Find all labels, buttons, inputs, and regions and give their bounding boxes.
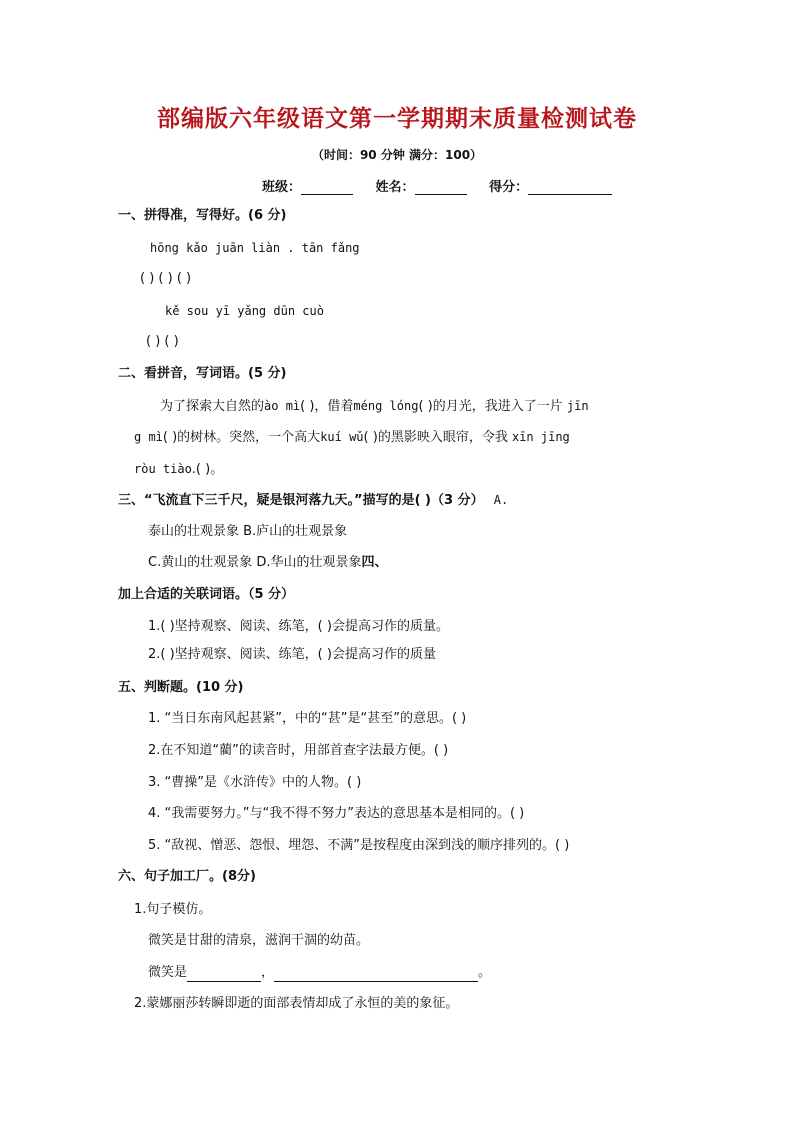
- section2-line3: [134, 460, 223, 479]
- section4-item2[interactable]: 2.( )坚持观察、阅读、练笔，( )会提高习作的质量: [148, 647, 436, 662]
- answer-bracket[interactable]: ( )，借着: [300, 399, 354, 414]
- pinyin: jīn: [566, 399, 589, 413]
- section1-brackets-row2[interactable]: ( ) ( ): [146, 334, 179, 349]
- name-blank[interactable]: [415, 182, 467, 195]
- section3-line1: [118, 491, 508, 510]
- pinyin: g mì: [134, 430, 163, 444]
- imitate-comma: ，: [261, 965, 275, 980]
- section4-item1[interactable]: 1.( )坚持观察、阅读、练笔，( )会提高习作的质量。: [148, 619, 449, 634]
- section5-heading: 五、判断题。(10 分): [118, 680, 244, 695]
- student-info-line: [262, 176, 612, 195]
- exam-subtitle: （时间：90 分钟 满分：100）: [311, 148, 483, 162]
- score-blank[interactable]: [528, 182, 612, 195]
- section6-example: 微笑是甘甜的清泉，滋润干涸的幼苗。: [148, 933, 370, 948]
- judgment-item-5[interactable]: 5. “敌视、憎恶、怨恨、埋怨、不满”是按程度由深到浅的顺序排列的。( ): [148, 838, 570, 853]
- pinyin: kuí wǔ: [320, 430, 364, 444]
- section3-options-line2: [148, 554, 388, 572]
- class-blank[interactable]: [301, 182, 353, 195]
- pinyin: ào mì: [264, 399, 301, 413]
- imitate-blank-2[interactable]: [274, 969, 478, 982]
- pinyin: ròu tiào: [134, 462, 192, 476]
- section3-heading: 三、“飞流直下三千尺，疑是银河落九天。”描写的是( )（3 分）: [118, 493, 484, 508]
- score-label: 得分：: [489, 180, 529, 195]
- section1-heading: 一、拼得准，写得好。(6 分): [118, 208, 287, 223]
- answer-bracket[interactable]: ( )的树林。突然，一个高大: [162, 430, 321, 445]
- section6-item1: 1.句子模仿。: [134, 902, 212, 917]
- class-label: 班级：: [262, 180, 302, 195]
- section3-options-line1: 泰山的壮观景象 B.庐山的壮观景象: [148, 524, 348, 539]
- section6-heading: 六、句子加工厂。(8分): [118, 869, 256, 884]
- exam-title: 部编版六年级语文第一学期期末质量检测试卷: [157, 105, 637, 132]
- answer-bracket[interactable]: .( )。: [191, 462, 224, 477]
- section6-item2: 2.蒙娜丽莎转瞬即逝的面部表情却成了永恒的美的象征。: [134, 996, 459, 1011]
- section1-brackets-row1[interactable]: ( ) ( ) ( ): [140, 271, 192, 286]
- answer-bracket[interactable]: ( )的黑影映入眼帘，令我: [363, 430, 508, 445]
- pinyin: méng lóng: [353, 399, 419, 413]
- section2-heading: 二、看拼音，写词语。(5 分): [118, 366, 287, 381]
- section4-number: 四、: [361, 555, 388, 570]
- judgment-item-2[interactable]: 2.在不知道“藺”的读音时，用部首查字法最方便。( ): [148, 743, 449, 758]
- section2-text: 为了探索大自然的: [160, 399, 265, 414]
- section1-pinyin-row2: kě sou yī yǎng dūn cuò: [165, 304, 324, 318]
- section1-pinyin-row1: hōng kǎo juān liàn . tān fǎng: [150, 241, 360, 255]
- imitate-prefix: 微笑是: [148, 965, 188, 980]
- section2-line1: [160, 397, 589, 416]
- judgment-item-1[interactable]: 1. “当日东南风起甚紧”，中的“甚”是“甚至”的意思。( ): [148, 711, 467, 726]
- pinyin: xīn jīng: [511, 430, 570, 444]
- judgment-item-4[interactable]: 4. “我需要努力。”与“我不得不努力”表达的意思基本是相同的。( ): [148, 806, 525, 821]
- section2-line2: [134, 428, 570, 447]
- section6-imitate-line: [148, 964, 491, 982]
- name-label: 姓名：: [375, 180, 415, 195]
- imitate-end: 。: [478, 965, 492, 980]
- section3-options-text: C.黄山的壮观景象 D.华山的壮观景象: [148, 555, 362, 570]
- option-a-letter: A.: [493, 493, 509, 507]
- judgment-item-3[interactable]: 3. “曹操”是《水浒传》中的人物。( ): [148, 775, 362, 790]
- answer-bracket[interactable]: ( )的月光，我进入了一片: [418, 399, 563, 414]
- section4-heading: 加上合适的关联词语。（5 分）: [118, 587, 295, 602]
- imitate-blank-1[interactable]: [187, 969, 261, 982]
